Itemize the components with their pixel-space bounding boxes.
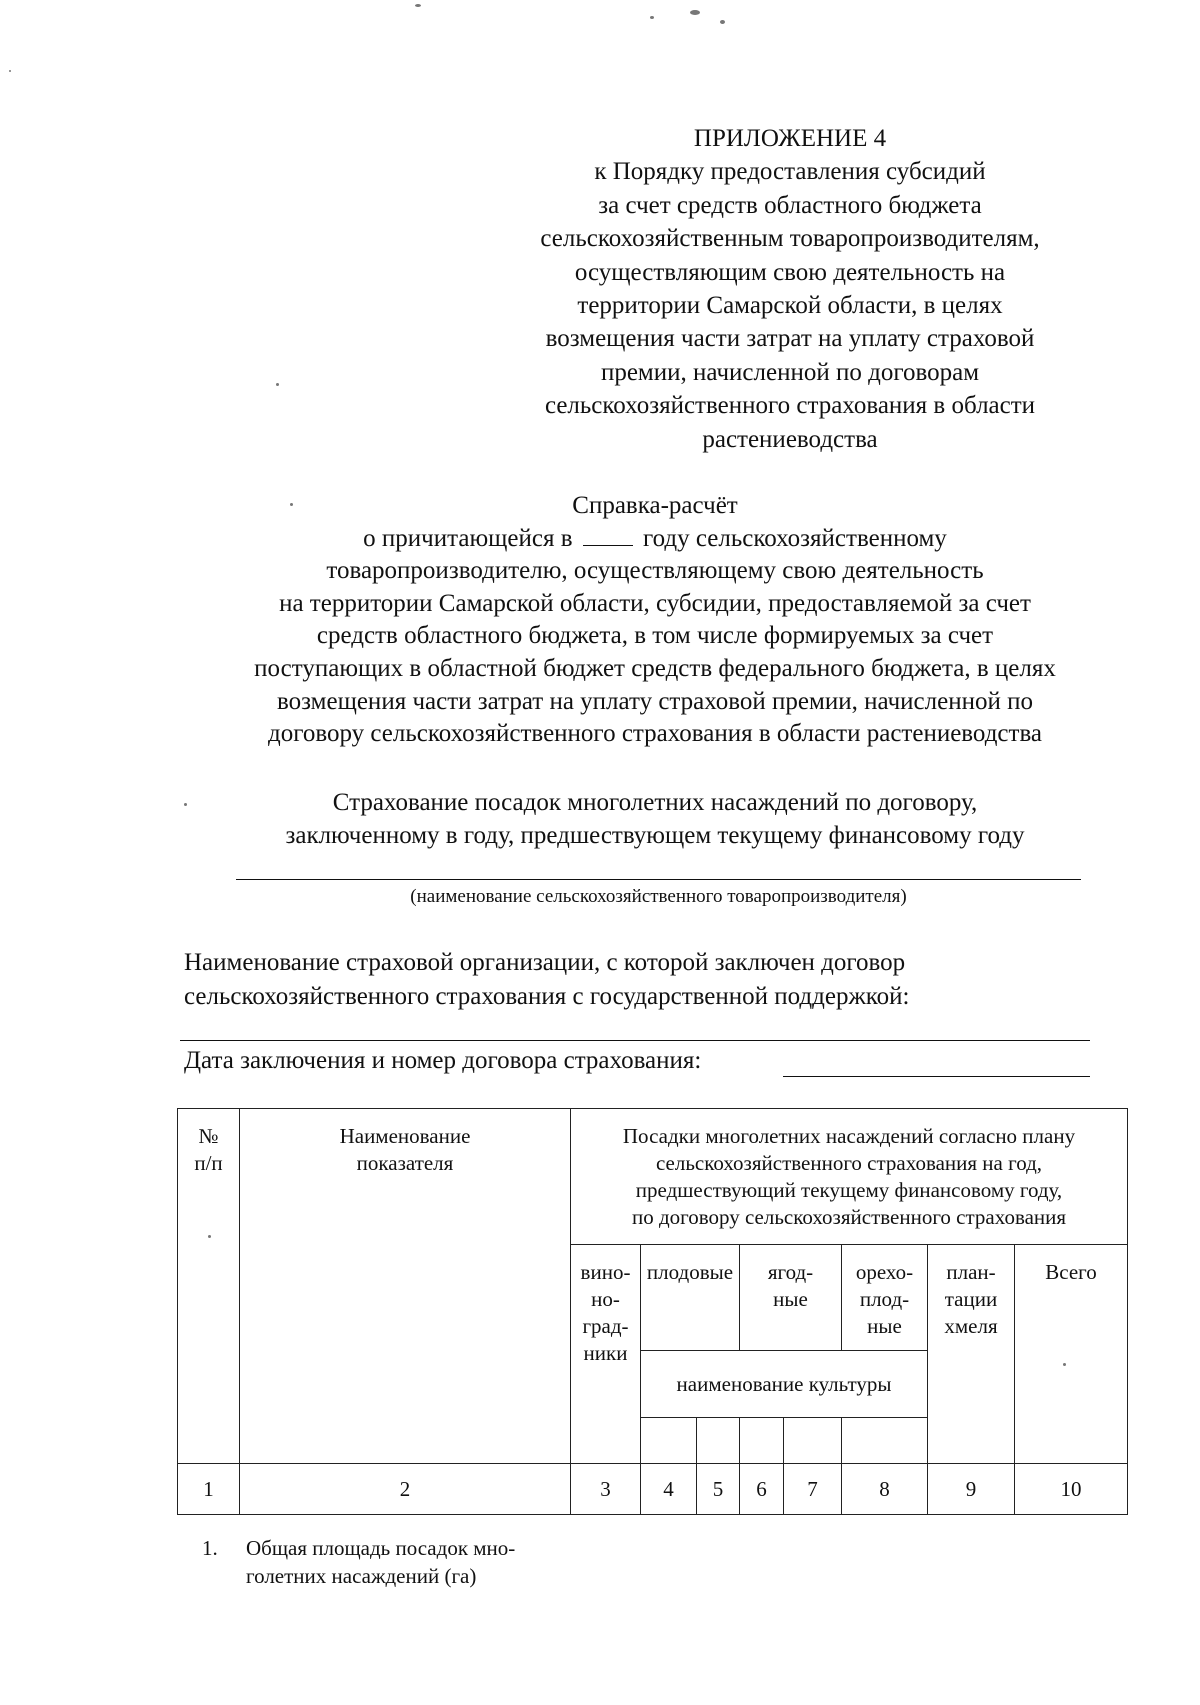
- header-cell-hops: [928, 1245, 1015, 1464]
- insurer-line: сельскохозяйственного страхования с государственной поддержкой:: [184, 983, 910, 1010]
- header-text: ягод-: [767, 1260, 814, 1284]
- row-label: [246, 1534, 586, 1590]
- certificate-line: договору сельскохозяйственного страхования в области растениеводства: [267, 720, 1043, 748]
- header-cell-berry: [740, 1245, 842, 1351]
- header-text: орехо-: [855, 1260, 914, 1284]
- appendix-line: сельскохозяйственным товаропроизводителям,: [540, 225, 1040, 253]
- header-text: ные: [867, 1314, 902, 1338]
- header-text: №: [198, 1124, 219, 1148]
- row-number: 1.: [202, 1536, 218, 1560]
- culture-cell[interactable]: [784, 1418, 842, 1464]
- subtitle-line: Страхование посадок многолетних насаждений по договору,: [332, 789, 978, 816]
- certificate-line: товаропроизводителю, осуществляющему свою деятельность: [326, 557, 984, 585]
- column-number-cell: 7: [784, 1464, 842, 1515]
- column-number-cell: 4: [641, 1464, 697, 1515]
- appendix-line: сельскохозяйственного страхования в области: [544, 392, 1036, 420]
- column-number-cell: 2: [240, 1464, 571, 1515]
- culture-cell[interactable]: [842, 1418, 928, 1464]
- row-label-line: голетних насаждений (га): [246, 1564, 477, 1588]
- header-cell-fruit: [641, 1245, 740, 1351]
- appendix-line: к Порядку предоставления субсидий: [594, 158, 986, 186]
- scan-speck: [650, 16, 654, 19]
- certificate-line: возмещения части затрат на уплату страховой премии, начисленной по: [277, 687, 1033, 715]
- header-text: наименование культуры: [676, 1371, 892, 1396]
- table-grid: [177, 1108, 1128, 1515]
- producer-name-field[interactable]: [236, 879, 1081, 880]
- insurance-subtitle: [0, 786, 1200, 852]
- certificate-heading: [0, 490, 1200, 751]
- header-text: предшествующий текущему финансовому году,: [635, 1178, 1063, 1202]
- appendix-line: растениеводства: [702, 425, 878, 453]
- header-cell-total: [1015, 1245, 1128, 1464]
- appendix-line: за счет средств областного бюджета: [598, 191, 982, 219]
- year-blank-field[interactable]: [583, 523, 633, 546]
- certificate-line-end: году сельскохозяйственному: [643, 524, 947, 552]
- culture-cell[interactable]: [697, 1418, 740, 1464]
- row-label-line: Общая площадь посадок мно-: [246, 1536, 516, 1560]
- column-number-cell: 1: [178, 1464, 240, 1515]
- contract-label: Дата заключения и номер договора страхования:: [184, 1047, 702, 1074]
- producer-name-caption: (наименование сельскохозяйственного товаропроизводителя): [410, 886, 907, 907]
- header-cell-vineyards: [571, 1245, 641, 1464]
- header-text: тации: [944, 1287, 998, 1311]
- culture-cell[interactable]: [641, 1418, 697, 1464]
- certificate-line: на территории Самарской области, субсидии, предоставляемой за счет: [279, 589, 1031, 617]
- scan-speck: [720, 20, 725, 24]
- insurer-line: Наименование страховой организации, с которой заключен договор: [184, 949, 906, 976]
- header-text: Посадки многолетних насаждений согласно плану: [622, 1124, 1076, 1148]
- appendix-line: премии, начисленной по договорам: [600, 358, 980, 386]
- contract-date-number-field[interactable]: [783, 1076, 1090, 1077]
- certificate-line-start: о причитающейся в: [363, 524, 573, 552]
- subtitle-line: заключенному в году, предшествующем текущему финансовому году: [285, 822, 1025, 849]
- appendix-line: возмещения части затрат на уплату страховой: [545, 325, 1035, 353]
- column-number-cell: 10: [1015, 1464, 1128, 1515]
- insurer-label: [184, 946, 1104, 1014]
- calculation-table: [177, 1108, 1128, 1515]
- header-cell-culture-name: [641, 1351, 928, 1418]
- header-cell-plantings-group: [571, 1109, 1128, 1245]
- header-cell-indicator-name: [240, 1109, 571, 1464]
- certificate-line: средств областного бюджета, в том числе формируемых за счет: [316, 622, 994, 650]
- header-text: п/п: [194, 1151, 223, 1175]
- appendix-line: территории Самарской области, в целях: [577, 292, 1003, 320]
- certificate-line: [0, 523, 1200, 556]
- header-text: вино-: [580, 1260, 631, 1284]
- insurer-name-field[interactable]: [180, 1040, 1090, 1041]
- column-number-cell: 8: [842, 1464, 928, 1515]
- header-text: по договору сельскохозяйственного страхования: [631, 1205, 1067, 1229]
- header-text: плодовые: [646, 1260, 734, 1284]
- header-text: Всего: [1045, 1260, 1097, 1284]
- appendix-header: [470, 122, 1110, 456]
- header-cell-number: [178, 1109, 240, 1464]
- culture-cell[interactable]: [740, 1418, 784, 1464]
- header-text: град-: [582, 1314, 629, 1338]
- header-text: плод-: [859, 1287, 910, 1311]
- header-text: показателя: [356, 1151, 454, 1175]
- column-number-cell: 9: [928, 1464, 1015, 1515]
- header-text: ники: [583, 1341, 628, 1365]
- scan-speck: [415, 4, 421, 7]
- certificate-title: Справка-расчёт: [572, 492, 738, 519]
- header-text: хмеля: [944, 1314, 998, 1338]
- header-text: сельскохозяйственного страхования на год,: [655, 1151, 1043, 1175]
- scan-speck: [9, 70, 11, 72]
- appendix-line: осуществляющим свою деятельность на: [574, 258, 1006, 286]
- header-cell-nut: [842, 1245, 928, 1351]
- column-number-cell: 3: [571, 1464, 641, 1515]
- certificate-line: поступающих в областной бюджет средств федерального бюджета, в целях: [254, 654, 1056, 682]
- header-text: Наименование: [339, 1124, 471, 1148]
- appendix-title: ПРИЛОЖЕНИЕ 4: [693, 125, 887, 152]
- scan-speck: [276, 383, 279, 386]
- scan-speck: [690, 10, 700, 15]
- header-text: но-: [591, 1287, 620, 1311]
- column-number-cell: 5: [697, 1464, 740, 1515]
- header-text: ные: [773, 1287, 808, 1311]
- header-text: план-: [946, 1260, 996, 1284]
- column-number-cell: 6: [740, 1464, 784, 1515]
